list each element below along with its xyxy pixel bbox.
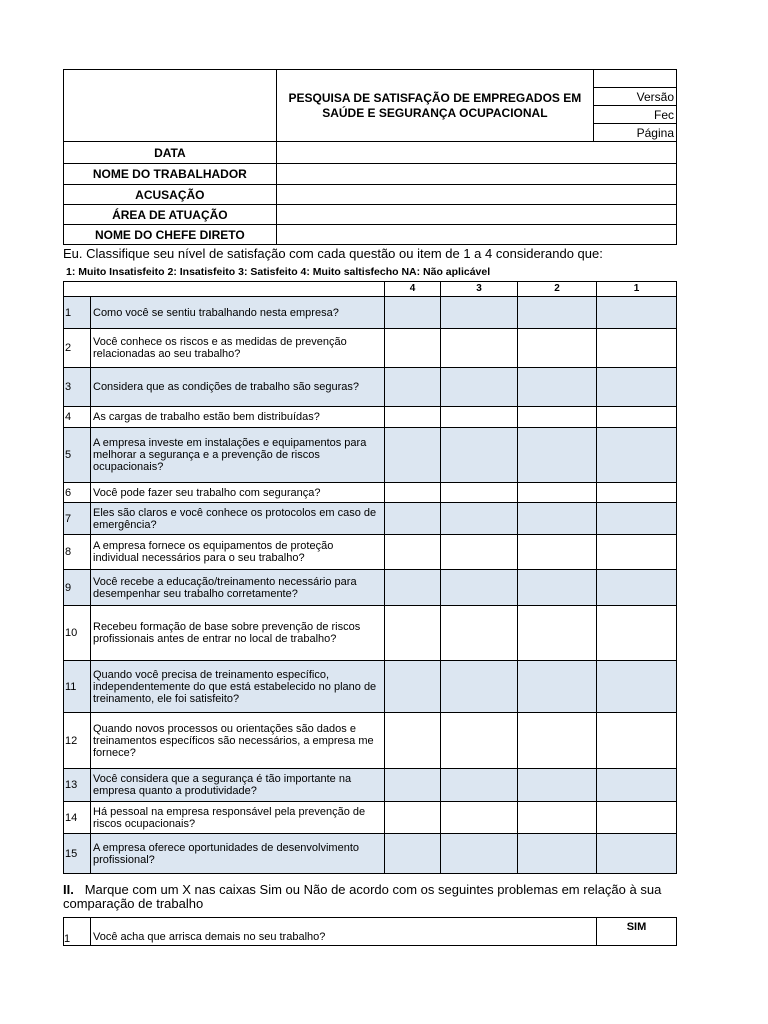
rating-cell-3[interactable]: [441, 769, 518, 802]
question-number: 1: [64, 297, 91, 329]
question-text: Recebeu formação de base sobre prevenção de riscos profissionais antes de entrar no local de trabalho?: [91, 606, 385, 661]
form-title: PESQUISA DE SATISFAÇÃO DE EMPREGADOS EM SAÚDE E SEGURANÇA OCUPACIONAL: [276, 70, 593, 142]
field-label-date: DATA: [64, 142, 277, 164]
rating-cell-4[interactable]: [385, 606, 441, 661]
field-input-accusation[interactable]: [276, 185, 676, 205]
question-number: 11: [64, 661, 91, 713]
question-number: 15: [64, 834, 91, 874]
rating-cell-1[interactable]: [597, 570, 677, 606]
rating-cell-4[interactable]: [385, 769, 441, 802]
rating-cell-2[interactable]: [518, 483, 597, 503]
question-number: 10: [64, 606, 91, 661]
rating-cell-2[interactable]: [518, 713, 597, 769]
rating-cell-4[interactable]: [385, 535, 441, 570]
rating-cell-2[interactable]: [518, 606, 597, 661]
question-text: Você conhece os riscos e as medidas de prevenção relacionadas ao seu trabalho?: [91, 329, 385, 368]
rating-cell-3[interactable]: [441, 713, 518, 769]
question-row: [64, 606, 677, 661]
rating-cell-1[interactable]: [597, 407, 677, 428]
rating-cell-2[interactable]: [518, 802, 597, 834]
question-row: [64, 428, 677, 483]
field-label-supervisor: NOME DO CHEFE DIRETO: [64, 225, 277, 245]
question-row: [64, 297, 677, 329]
question-text: Quando novos processos ou orientações são dados e treinamentos específicos são necessários, a empresa me fornece?: [91, 713, 385, 769]
rating-cell-4[interactable]: [385, 329, 441, 368]
version-label: Versão: [594, 88, 677, 106]
section-2-question-text: Você acha que arrisca demais no seu trabalho?: [91, 918, 597, 946]
question-number: 9: [64, 570, 91, 606]
rating-cell-1[interactable]: [597, 713, 677, 769]
yes-no-grid: [63, 917, 677, 946]
question-number: 8: [64, 535, 91, 570]
field-input-worker-name[interactable]: [276, 164, 676, 185]
rating-cell-1[interactable]: [597, 329, 677, 368]
question-number: 7: [64, 503, 91, 535]
rating-cell-3[interactable]: [441, 329, 518, 368]
question-text: Você recebe a educação/treinamento necessário para desempenhar seu trabalho corretamente?: [91, 570, 385, 606]
rating-cell-3[interactable]: [441, 428, 518, 483]
question-text: Como você se sentiu trabalhando nesta empresa?: [91, 297, 385, 329]
section-2-text: Marque com um X nas caixas Sim ou Não de acordo com os seguintes problemas em relação à sua comparação de trabalho: [63, 882, 662, 911]
question-row: [64, 503, 677, 535]
grid-header-blank: [64, 282, 385, 297]
rating-cell-1[interactable]: [597, 368, 677, 407]
question-row: [64, 834, 677, 874]
question-row: [64, 368, 677, 407]
question-number: 13: [64, 769, 91, 802]
blank-meta-cell: [594, 70, 677, 88]
rating-cell-4[interactable]: [385, 802, 441, 834]
question-row: [64, 661, 677, 713]
question-row: [64, 802, 677, 834]
rating-cell-4[interactable]: [385, 297, 441, 329]
scale-header-4: 4: [385, 282, 441, 297]
logo-cell: [64, 70, 277, 142]
question-text: Você considera que a segurança é tão importante na empresa quanto a produtividade?: [91, 769, 385, 802]
rating-cell-3[interactable]: [441, 407, 518, 428]
rating-cell-2[interactable]: [518, 834, 597, 874]
rating-cell-1[interactable]: [597, 606, 677, 661]
rating-cell-3[interactable]: [441, 802, 518, 834]
rating-cell-4[interactable]: [385, 834, 441, 874]
rating-cell-1[interactable]: [597, 297, 677, 329]
question-text: A empresa investe em instalações e equipamentos para melhorar a segurança e a prevenção de riscos ocupacionais?: [91, 428, 385, 483]
question-text: Você pode fazer seu trabalho com segurança?: [91, 483, 385, 503]
rating-cell-1[interactable]: [597, 535, 677, 570]
question-text: A empresa fornece os equipamentos de proteção individual necessários para o seu trabalho?: [91, 535, 385, 570]
question-number: 4: [64, 407, 91, 428]
rating-cell-3[interactable]: [441, 535, 518, 570]
rating-cell-1[interactable]: [597, 769, 677, 802]
rating-cell-2[interactable]: [518, 661, 597, 713]
field-label-area: ÁREA DE ATUAÇÃO: [64, 205, 277, 225]
rating-cell-3[interactable]: [441, 503, 518, 535]
field-label-worker-name: NOME DO TRABALHADOR: [64, 164, 277, 185]
question-number: 6: [64, 483, 91, 503]
field-label-accusation: ACUSAÇÃO: [64, 185, 277, 205]
rating-cell-1[interactable]: [597, 428, 677, 483]
field-input-area[interactable]: [276, 205, 676, 225]
rating-cell-3[interactable]: [441, 570, 518, 606]
question-text: As cargas de trabalho estão bem distribuídas?: [91, 407, 385, 428]
question-number: 14: [64, 802, 91, 834]
section-2-numeral: II.: [63, 882, 74, 897]
rating-cell-3[interactable]: [441, 483, 518, 503]
rating-cell-2[interactable]: [518, 570, 597, 606]
rating-cell-4[interactable]: [385, 483, 441, 503]
section-2-question-number: 1: [64, 918, 91, 946]
rating-cell-2[interactable]: [518, 769, 597, 802]
rating-cell-2[interactable]: [518, 535, 597, 570]
rating-cell-2[interactable]: [518, 297, 597, 329]
rating-cell-2[interactable]: [518, 503, 597, 535]
section-2-instruction: [63, 883, 683, 911]
rating-cell-4[interactable]: [385, 428, 441, 483]
question-number: 3: [64, 368, 91, 407]
field-input-date[interactable]: [276, 142, 676, 164]
question-text: Quando você precisa de treinamento específico, independentemente do que está estabelecido no plano de treinamento, ele foi satisfeito?: [91, 661, 385, 713]
question-number: 2: [64, 329, 91, 368]
rating-cell-4[interactable]: [385, 407, 441, 428]
question-text: Há pessoal na empresa responsável pela prevenção de riscos ocupacionais?: [91, 802, 385, 834]
question-row: [64, 713, 677, 769]
rating-cell-4[interactable]: [385, 570, 441, 606]
header-table: [63, 69, 677, 245]
rating-cell-2[interactable]: [518, 407, 597, 428]
question-text: A empresa oferece oportunidades de desenvolvimento profissional?: [91, 834, 385, 874]
rating-cell-4[interactable]: [385, 368, 441, 407]
rating-cell-3[interactable]: [441, 368, 518, 407]
rating-cell-1[interactable]: [597, 834, 677, 874]
question-number: 5: [64, 428, 91, 483]
question-text: Considera que as condições de trabalho são seguras?: [91, 368, 385, 407]
question-number: 12: [64, 713, 91, 769]
scale-header-2: 2: [518, 282, 597, 297]
rating-cell-2[interactable]: [518, 428, 597, 483]
question-text: Eles são claros e você conhece os protocolos em caso de emergência?: [91, 503, 385, 535]
rating-cell-1[interactable]: [597, 483, 677, 503]
instruction-text: Eu. Classifique seu nível de satisfação com cada questão ou item de 1 a 4 considerando que:: [63, 246, 603, 261]
question-row: [64, 535, 677, 570]
rating-cell-3[interactable]: [441, 606, 518, 661]
date-meta-label: Fec: [594, 106, 677, 124]
rating-cell-3[interactable]: [441, 661, 518, 713]
rating-grid: [63, 281, 677, 874]
rating-cell-2[interactable]: [518, 329, 597, 368]
rating-cell-1[interactable]: [597, 503, 677, 535]
rating-cell-2[interactable]: [518, 368, 597, 407]
question-row: [64, 329, 677, 368]
page-label: Página: [594, 124, 677, 142]
rating-cell-4[interactable]: [385, 661, 441, 713]
rating-legend: 1: Muito Insatisfeito 2: Insatisfeito 3: Satisfeito 4: Muito saltisfecho NA: Não aplicável: [66, 266, 491, 278]
question-row: [64, 769, 677, 802]
rating-cell-3[interactable]: [441, 297, 518, 329]
rating-cell-3[interactable]: [441, 834, 518, 874]
field-input-supervisor[interactable]: [276, 225, 676, 245]
question-row: [64, 407, 677, 428]
scale-header-3: 3: [441, 282, 518, 297]
rating-cell-4[interactable]: [385, 503, 441, 535]
yes-column-header[interactable]: SIM: [597, 918, 677, 946]
question-row: [64, 570, 677, 606]
rating-cell-1[interactable]: [597, 802, 677, 834]
rating-cell-4[interactable]: [385, 713, 441, 769]
scale-header-1: 1: [597, 282, 677, 297]
rating-cell-1[interactable]: [597, 661, 677, 713]
question-row: [64, 483, 677, 503]
